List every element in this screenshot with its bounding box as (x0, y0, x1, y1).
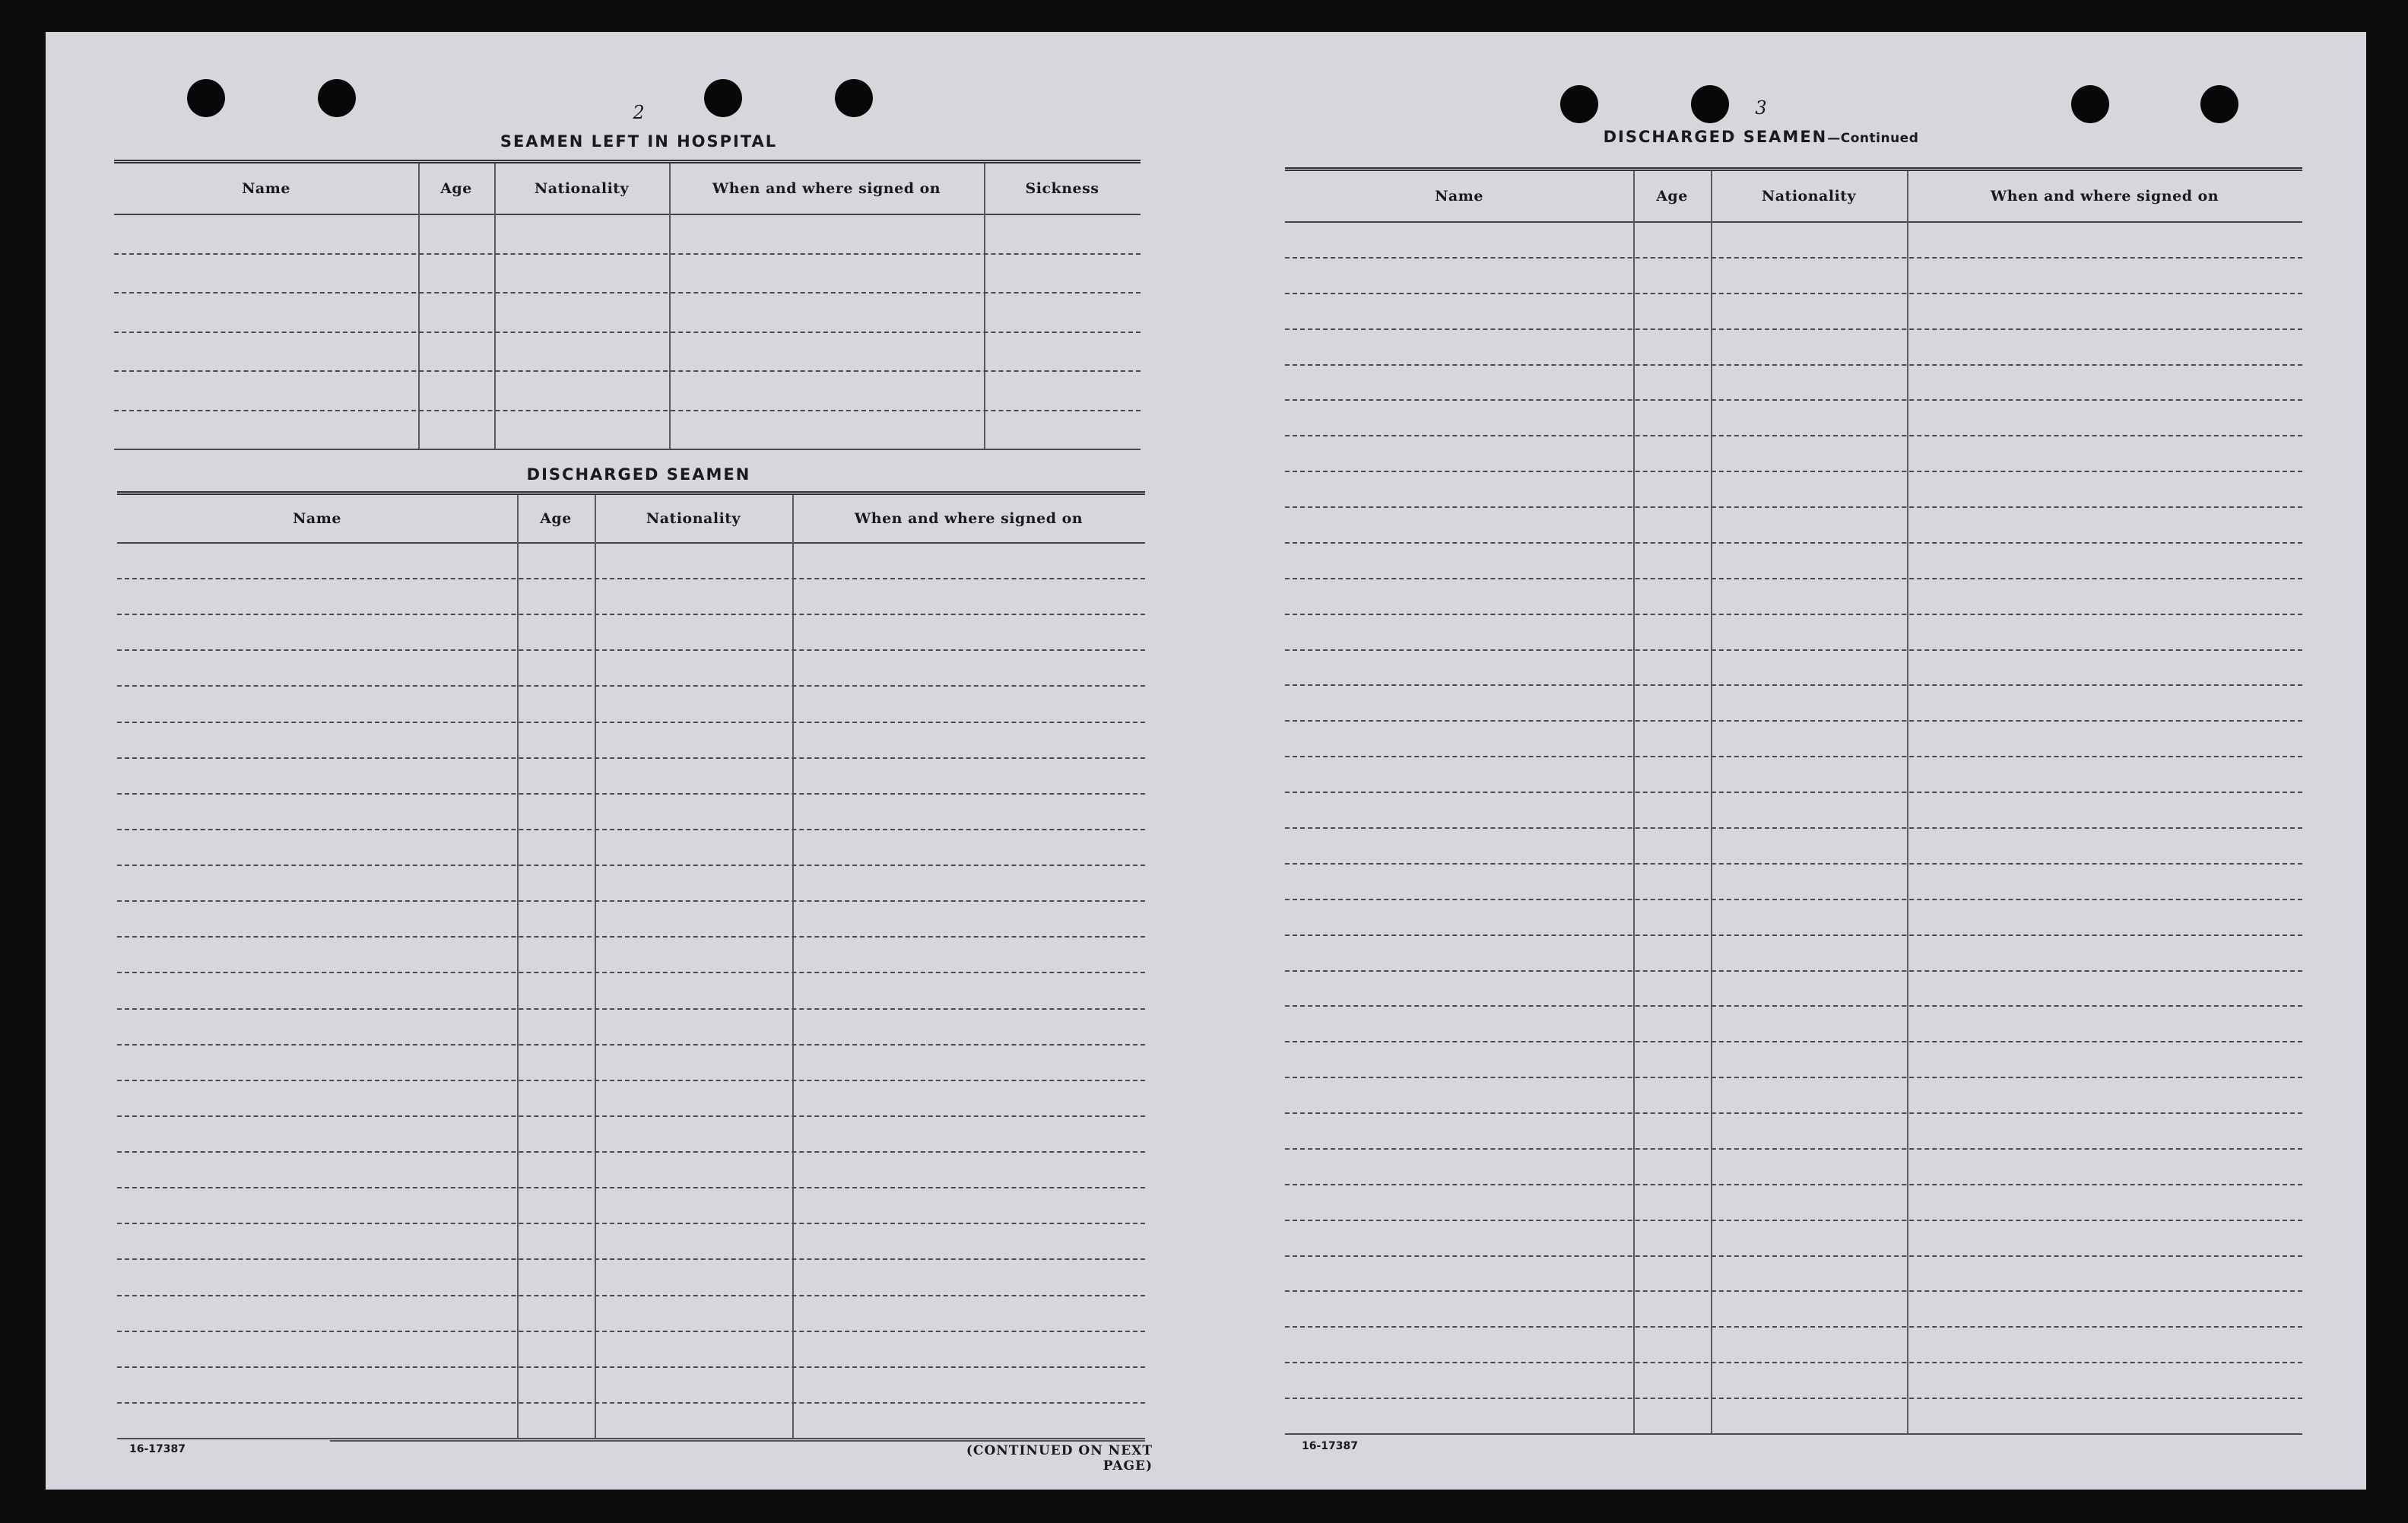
table-row (1285, 720, 2302, 722)
column-header: Nationality (534, 180, 630, 197)
table-row (117, 1402, 1145, 1404)
table-row (1285, 756, 2302, 757)
discharged-continued-table (1285, 167, 2302, 1433)
table-row (1285, 614, 2302, 615)
table-row (1285, 827, 2302, 829)
table-row (1285, 1077, 2302, 1078)
page-number: 2 (633, 102, 645, 123)
table-row (1285, 1362, 2302, 1363)
table-row (117, 793, 1145, 795)
table-row (117, 1366, 1145, 1368)
table-row (117, 1187, 1145, 1188)
table-row (117, 578, 1145, 579)
table-header (117, 495, 1145, 544)
column-divider (494, 163, 496, 449)
table-row (1285, 1148, 2302, 1150)
bottom-rule (330, 1440, 1145, 1442)
table-row (1285, 542, 2302, 544)
table-row (117, 1438, 1145, 1439)
hospital-table (114, 160, 1141, 449)
table-row (1285, 293, 2302, 294)
table-row (1285, 1005, 2302, 1007)
title-text: DISCHARGED SEAMEN (1603, 128, 1828, 146)
column-header: Name (1435, 188, 1483, 205)
table-row (1285, 649, 2302, 651)
table-row (117, 1008, 1145, 1010)
table-row (1285, 328, 2302, 330)
continued-section-title (1358, 128, 2164, 146)
form-sheet (46, 32, 2366, 1490)
continued-note: (CONTINUED ON NEXT PAGE) (966, 1443, 1153, 1474)
table-row (1285, 684, 2302, 686)
table-row (117, 1223, 1145, 1224)
table-row (1285, 471, 2302, 472)
table-row (1285, 934, 2302, 936)
column-divider (1633, 171, 1635, 1433)
table-row (117, 1331, 1145, 1332)
table-row (1285, 1184, 2302, 1185)
table-row (117, 685, 1145, 687)
column-header: Name (242, 180, 290, 197)
table-header (114, 163, 1141, 215)
discharged-table (117, 491, 1145, 1438)
table-row (117, 1295, 1145, 1296)
table-row (114, 410, 1141, 411)
table-row (1285, 257, 2302, 259)
form-code: 16-17387 (1302, 1440, 1358, 1452)
column-header: Age (540, 510, 572, 527)
table-row (1285, 506, 2302, 508)
table-row (1285, 1398, 2302, 1399)
column-header: Nationality (646, 510, 741, 527)
table-row (117, 1115, 1145, 1117)
column-divider (669, 163, 671, 449)
column-header: When and where signed on (712, 180, 941, 197)
table-row (117, 614, 1145, 615)
column-divider (1907, 171, 1908, 1433)
table-row (1285, 1220, 2302, 1221)
column-divider (792, 495, 794, 1438)
table-row (117, 649, 1145, 651)
table-row (117, 757, 1145, 759)
column-divider (1711, 171, 1712, 1433)
table-row (1285, 364, 2302, 366)
table-row (114, 292, 1141, 293)
table-row (117, 936, 1145, 938)
column-divider (418, 163, 420, 449)
column-header: Age (440, 180, 472, 197)
column-divider (517, 495, 519, 1438)
table-row (114, 332, 1141, 333)
table-row (1285, 1112, 2302, 1114)
table-row (117, 865, 1145, 866)
left-page (46, 32, 1206, 1490)
table-row (1285, 1326, 2302, 1328)
table-row (117, 722, 1145, 723)
table-row (117, 1080, 1145, 1081)
column-divider (595, 495, 596, 1438)
page-number: 3 (1755, 97, 1767, 119)
table-row (1285, 863, 2302, 865)
table-row (117, 972, 1145, 973)
column-header: Age (1656, 188, 1688, 205)
column-divider (984, 163, 985, 449)
table-row (114, 449, 1141, 450)
title-suffix: —Continued (1827, 131, 1919, 146)
table-row (117, 1151, 1145, 1153)
table-row (117, 900, 1145, 902)
table-row (1285, 970, 2302, 972)
table-row (117, 1044, 1145, 1045)
column-header: When and where signed on (854, 510, 1083, 527)
table-row (114, 253, 1141, 255)
table-row (1285, 435, 2302, 436)
table-row (1285, 1433, 2302, 1435)
table-row (1285, 1041, 2302, 1042)
table-row (1285, 399, 2302, 401)
table-row (1285, 1255, 2302, 1257)
table-row (1285, 1290, 2302, 1292)
table-row (1285, 578, 2302, 579)
column-header: Sickness (1025, 180, 1099, 197)
table-header (1285, 171, 2302, 223)
right-page (1206, 32, 2366, 1490)
table-row (117, 1258, 1145, 1260)
hospital-section-title: SEAMEN LEFT IN HOSPITAL (500, 132, 778, 151)
table-row (117, 829, 1145, 830)
table-row (1285, 899, 2302, 900)
column-header: Nationality (1761, 188, 1857, 205)
table-row (1285, 792, 2302, 793)
column-header: Name (293, 510, 341, 527)
discharged-section-title: DISCHARGED SEAMEN (526, 465, 751, 484)
form-code: 16-17387 (129, 1443, 186, 1455)
column-header: When and where signed on (1990, 188, 2219, 205)
table-row (114, 370, 1141, 372)
